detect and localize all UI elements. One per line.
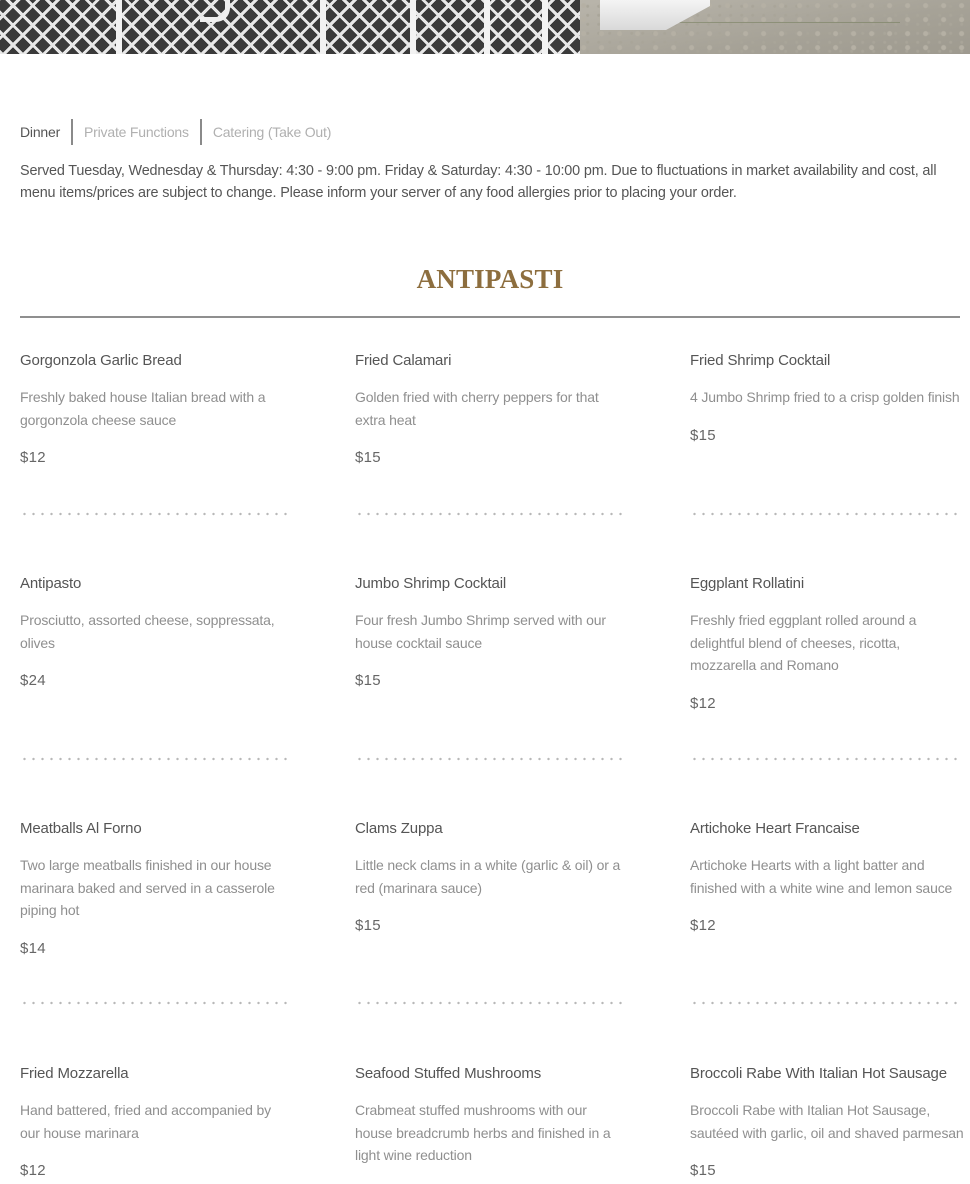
menu-item [690,351,965,446]
item-name: Broccoli Rabe With Italian Hot Sausage [690,1065,947,1082]
menu-item [690,819,965,936]
menu-item [355,819,625,936]
section-title: ANTIPASTI [416,264,564,294]
menu-item [355,574,625,691]
item-price: $12 [20,449,46,466]
item-description: Broccoli Rabe with Italian Hot Sausage, sautéed with garlic, oil and shaved parmesan [690,1102,964,1141]
item-description: Prosciutto, assorted cheese, soppressata, olives [20,612,275,651]
hero-image [0,0,970,54]
item-price: $15 [690,426,716,444]
dotted-divider [690,1001,960,1005]
tab-private-functions[interactable]: Private Functions [84,124,189,140]
dotted-divider [690,757,960,761]
item-name: Antipasto [20,575,82,592]
item-description: Freshly fried eggplant rolled around a delightful blend of cheeses, ricotta, mozzarella and Romano [690,612,917,673]
tab-divider [200,119,202,145]
section-divider [20,316,960,318]
item-price: $12 [690,694,716,712]
item-description: Two large meatballs finished in our house marinara baked and served in a casserole piping hot [20,857,275,918]
item-price: $12 [20,1162,46,1179]
item-name: Fried Mozzarella [20,1065,129,1082]
menu-item [355,351,625,468]
item-price: $15 [690,1162,716,1179]
item-price: $15 [355,449,381,466]
dotted-divider [20,1001,290,1005]
item-name: Fried Calamari [355,352,452,369]
dotted-divider [355,512,625,516]
item-name: Meatballs Al Forno [20,820,142,837]
lattice-fence-photo [0,0,620,54]
menu-intro: Served Tuesday, Wednesday & Thursday: 4:30 - 9:00 pm. Friday & Saturday: 4:30 - 10:00 pm. Due to fluctuations in market availability and cost, all menu items/prices are subject to change. Please inform your server of any food allergies prior to placing your order. [20,163,937,201]
tab-dinner[interactable]: Dinner [20,124,61,140]
menu-item [20,351,290,468]
item-description: Golden fried with cherry peppers for that extra heat [355,389,599,428]
item-description: Freshly baked house Italian bread with a gorgonzola cheese sauce [20,389,266,428]
item-description: Hand battered, fried and accompanied by our house marinara [20,1102,271,1141]
fence-post [320,0,326,54]
menu-item [355,1064,625,1184]
item-name: Fried Shrimp Cocktail [690,352,831,369]
dotted-divider [20,757,290,761]
item-name: Jumbo Shrimp Cocktail [355,575,507,592]
item-description: 4 Jumbo Shrimp fried to a crisp golden finish [690,389,960,405]
item-price: $12 [690,917,716,934]
dotted-divider [355,757,625,761]
menu-item [690,574,965,714]
tab-catering[interactable]: Catering (Take Out) [212,124,332,140]
item-name: Eggplant Rollatini [690,575,805,592]
item-price: $14 [20,939,46,957]
menu-item [20,574,290,691]
menu-item [20,819,290,959]
item-price: $24 [20,672,46,689]
dotted-divider [690,512,960,516]
menu-item [20,1064,290,1181]
fence-post [484,0,490,54]
item-price: $15 [355,672,381,689]
fence-post [542,0,548,54]
item-description: Four fresh Jumbo Shrimp served with our house cocktail sauce [355,612,606,651]
item-name: Artichoke Heart Francaise [690,820,860,837]
tab-divider [71,119,73,145]
dotted-divider [355,1001,625,1005]
item-name: Seafood Stuffed Mushrooms [355,1065,542,1082]
item-description: Little neck clams in a white (garlic & oil) or a red (marinara sauce) [355,857,621,896]
item-price: $15 [355,917,381,934]
fence-post [410,0,416,54]
fence-post [116,0,122,54]
menu-item [690,1064,965,1181]
item-description: Crabmeat stuffed mushrooms with our house breadcrumb herbs and finished in a light wine reduction [355,1102,611,1163]
item-description: Artichoke Hearts with a light batter and finished with a white wine and lemon sauce [690,857,953,896]
menu-tabs [20,118,331,146]
item-name: Gorgonzola Garlic Bread [20,352,182,369]
dotted-divider [20,512,290,516]
item-name: Clams Zuppa [355,820,443,837]
